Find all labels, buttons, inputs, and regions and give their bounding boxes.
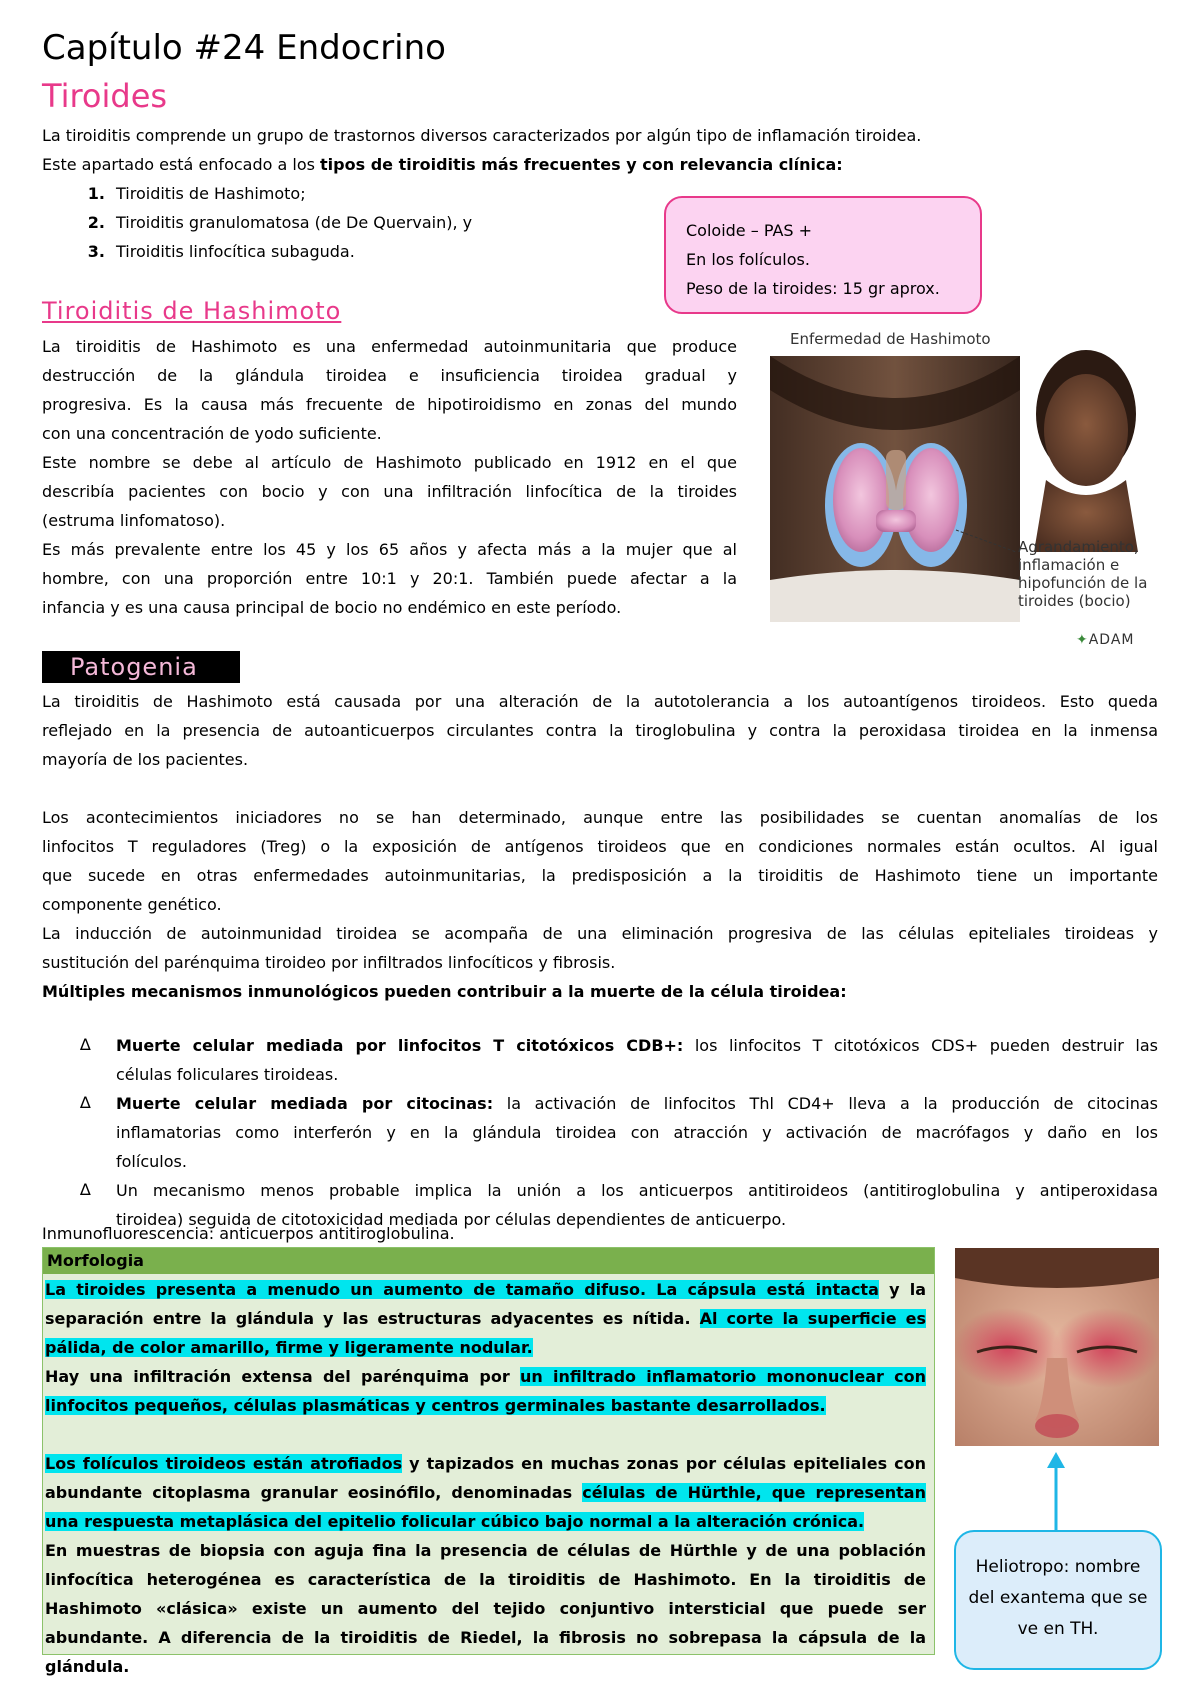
morfologia-header: Morfologia [43, 1248, 934, 1274]
list-text: Tiroiditis granulomatosa (de De Quervain), y [116, 213, 473, 232]
immunofluorescence-note: Inmunofluorescencia: anticuerpos antitiroglobulina. [42, 1224, 455, 1243]
morfologia-box [42, 1247, 935, 1676]
up-arrow-icon [1036, 1450, 1076, 1532]
triangle-bullet-icon: ∆ [80, 1180, 91, 1199]
note-box [664, 196, 982, 314]
mechanism-1: Muerte celular mediada por linfocitos T citotóxicos CDB+: los linfocitos T citotóxicos CDS+ pueden destruir las células foliculares tiroideas. [116, 1036, 1158, 1084]
mechanism-3: Un mecanismo menos probable implica la unión a los anticuerpos antitiroideos (antitiroglobulina y antiperoxidasa tiroidea) seguida de citotoxicidad mediada por células dependientes de anticuerpo. [116, 1181, 1158, 1229]
note-line: Peso de la tiroides: 15 gr aprox. [686, 279, 940, 298]
patogenia-body: La tiroiditis de Hashimoto está causada por una alteración de la autotolerancia a los autoantígenos tiroideos. Esto queda reflejado en la presencia de autoanticuerpos circulantes contra la tiroglobulina y contra la peroxidasa tiroidea en la inmensa mayoría de los pacientes. Los acontecimientos iniciadores no se han determinado, aunque entre las posibilidades se cuentan anomalías de los linfocitos T reguladores (Treg) o la exposición de antígenos tiroideos que en condiciones normales están ocultos. Al igual que sucede en otras enfermedades autoinmunitarias, la predisposición a la tiroiditis de Hashimoto tiene un importante componente genético. La inducción de autoinmunidad tiroidea se acompaña de una eliminación progresiva de las células epiteliales tiroideas y sustitución del parénquima tiroideo por infiltrados linfocíticos y fibrosis. Múltiples mecanismos inmunológicos pueden contribuir a la muerte de la célula tiroidea: [42, 692, 1158, 1001]
section-title: Tiroides [42, 77, 168, 115]
triangle-bullet-icon: ∆ [80, 1035, 91, 1054]
list-number: 3. [87, 242, 105, 261]
intro-line-1: La tiroiditis comprende un grupo de trastornos diversos caracterizados por algún tipo de inflamación tiroidea. [42, 126, 922, 145]
mechanism-2: Muerte celular mediada por citocinas: la activación de linfocitos Thl CD4+ lleva a la producción de citocinas inflamatorias como interferón y en la glándula tiroidea con atracción y activación de macrófagos y daño en los folículos. [116, 1094, 1159, 1171]
list-number: 1. [87, 184, 105, 203]
subsection-title: Tiroiditis de Hashimoto [42, 297, 342, 325]
hashimoto-paragraph-1: La tiroiditis de Hashimoto es una enfermedad autoinmunitaria que produce destrucción de la glándula tiroidea e insuficiencia tiroidea gradual y progresiva. Es la causa más frecuente de hipotiroidismo en zonas del mundo con una concentración de yodo suficiente. Este nombre se debe al artículo de Hashimoto publicado en 1912 en el que describía pacientes con bocio y con una infiltración linfocítica de la tiroides (estruma linfomatoso). Es más prevalente entre los 45 y los 65 años y afecta más a la mujer que al hombre, con una proporción entre 10:1 y 20:1. También puede afectar a la infancia y es una causa principal de bocio no endémico en este período. [42, 337, 737, 617]
list-item [0, 237, 660, 266]
list-item [0, 208, 660, 237]
intro-line-2: Este apartado está enfocado a los tipos de tiroiditis más frecuentes y con relevancia clínica: [42, 155, 843, 174]
list-text: Tiroiditis de Hashimoto; [116, 184, 306, 203]
triangle-bullet-icon: ∆ [80, 1093, 91, 1112]
adam-logo: ✦ADAM [1076, 632, 1135, 648]
list-number: 2. [87, 213, 105, 232]
list-item [0, 179, 660, 208]
note-line: ve en TH. [1017, 1619, 1099, 1639]
morfologia-text: La tiroides presenta a menudo un aumento de tamaño difuso. La cápsula está intacta y la separación entre la glándula y las estructuras adyacentes es nítida. Al corte la superficie es pálida, de color amarillo, firme y ligeramente nodular. Hay una infiltración extensa del parénquima por un infiltrado inflamatorio mononuclear con linfocitos pequeños, células plasmáticas y centros germinales bastante desarrollados. Los folículos tiroideos están atrofiados y tapizados en muchas zonas por células epiteliales con abundante citoplasma granular eosinófilo, denominadas células de Hürthle, que representan una respuesta metaplásica del epitelio folicular cúbico bajo normal a la alteración crónica. En muestras de biopsia con aguja fina la presencia de células de Hürthle y de una población linfocítica heterogénea es característica de la tiroiditis de Hashimoto. En la tiroiditis de Hashimoto «clásica» existe un aumento del tejido conjuntivo intersticial que puede ser abundante. A diferencia de la tiroiditis de Riedel, la fibrosis no sobrepasa la cápsula de la glándula. [45, 1280, 927, 1676]
note-line: Heliotropo: nombre [975, 1557, 1141, 1577]
hashimoto-illustration [766, 330, 1156, 650]
heliotrope-note-box [954, 1530, 1162, 1670]
list-text: Tiroiditis linfocítica subaguda. [116, 242, 355, 261]
figure-title: Enfermedad de Hashimoto [790, 330, 991, 348]
patogenia-label: Patogenia [42, 651, 240, 683]
note-line: En los folículos. [686, 250, 810, 269]
chapter-title: Capítulo #24 Endocrino [42, 28, 446, 68]
heliotrope-rash-photo [955, 1248, 1159, 1446]
figure-caption: Agrandamiento, inflamación e hipofunción de la tiroides (bocio) [1018, 538, 1148, 610]
note-line: Coloide – PAS + [686, 221, 813, 240]
note-line: del exantema que se [968, 1588, 1148, 1608]
adam-leaf-icon: ✦ [1076, 632, 1089, 648]
